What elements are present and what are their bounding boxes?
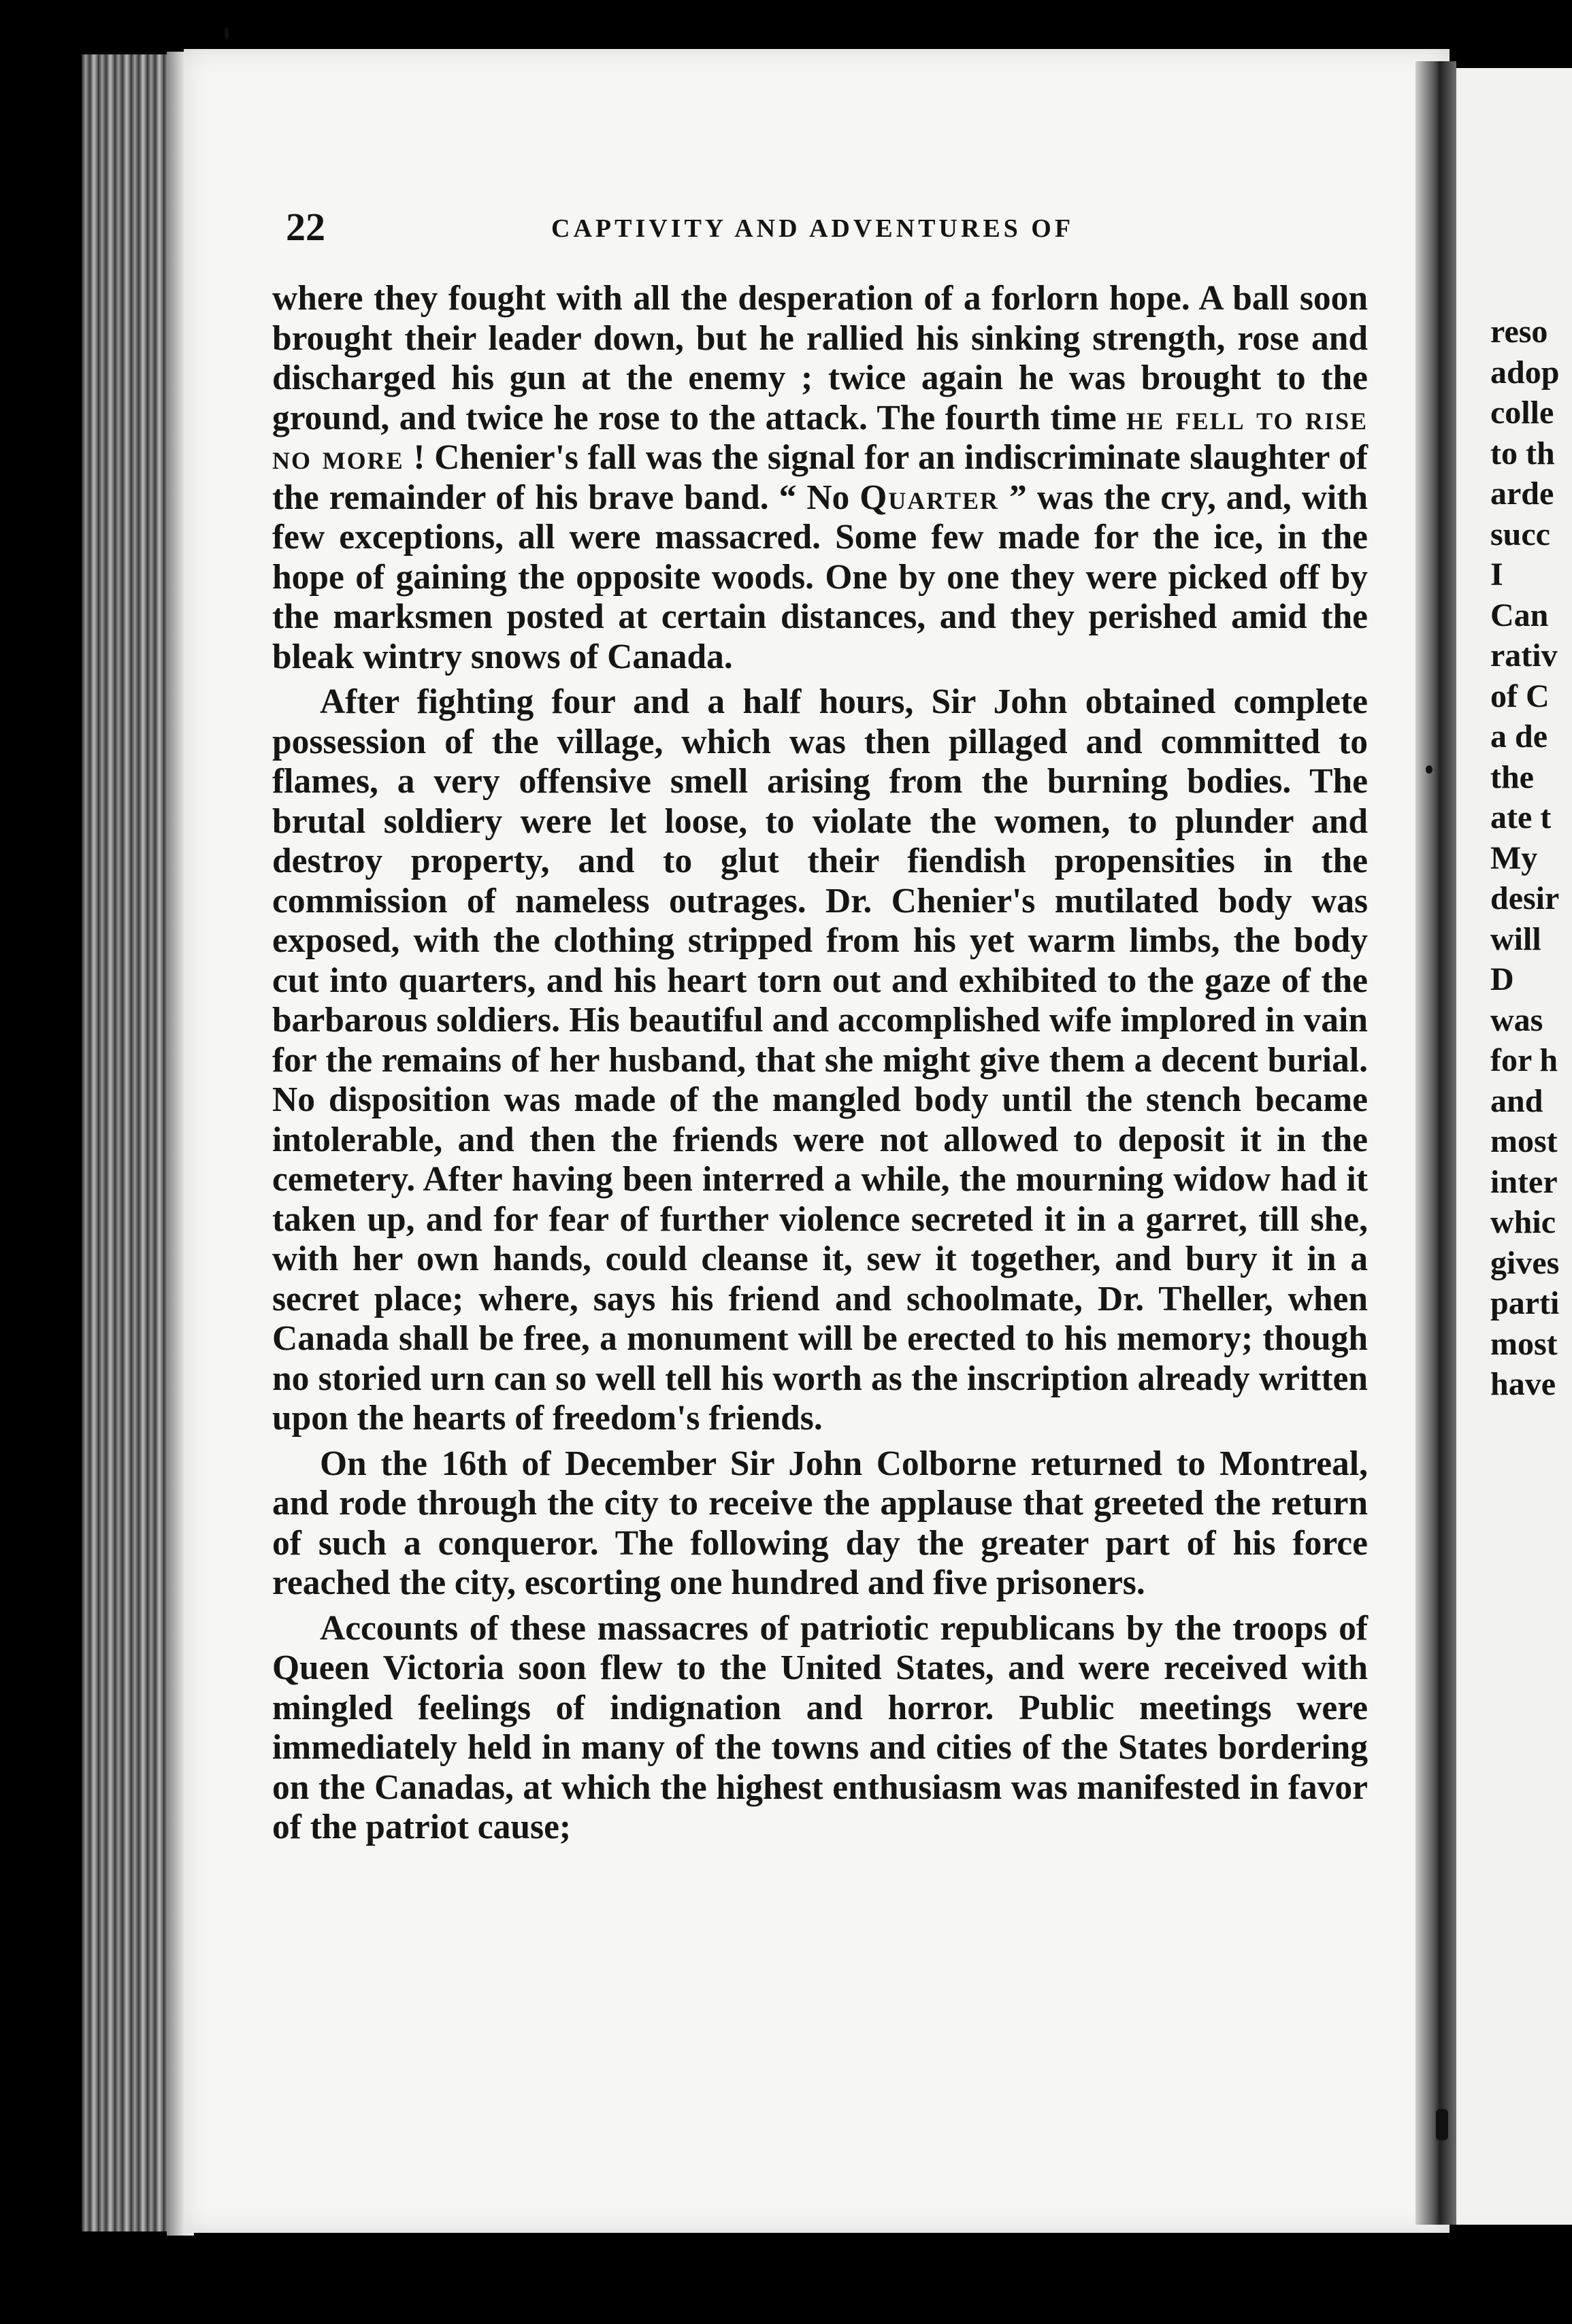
next-page-line: inter <box>1490 1163 1558 1200</box>
next-page-line: most <box>1490 1123 1558 1159</box>
paragraph-3: On the 16th of December Sir John Colborne returned to Montreal, and rode through the city to receive the applause that greeted the return of such a conqueror. The following day the greater part of his force reached the city, escorting one hundred and five prisoners. <box>272 1444 1368 1602</box>
paragraph-1-small-caps-2: Quarter <box>859 478 1000 517</box>
running-head: CAPTIVITY AND ADVENTURES OF <box>551 214 1075 243</box>
next-page-line: whic <box>1490 1204 1556 1240</box>
next-page-line: for h <box>1490 1042 1558 1078</box>
next-page-line: D <box>1490 961 1514 997</box>
paragraph-1-text-b: ! Chenier's fall was the signal for an indiscriminate slaughter of the remainder of his brave band. “ No <box>272 438 1368 517</box>
page-number: 22 <box>286 205 325 249</box>
next-page-line: and <box>1490 1082 1543 1119</box>
next-page-line: rativ <box>1490 637 1558 674</box>
next-page-line: of C <box>1490 678 1550 714</box>
next-page-line: desir <box>1490 880 1560 916</box>
paragraph-1-small-caps: he fell to rise no more <box>272 398 1368 477</box>
next-page-line: a de <box>1490 718 1548 754</box>
next-page-line: My <box>1490 840 1538 876</box>
next-page-line: colle <box>1490 395 1554 431</box>
next-page-line: succ <box>1490 516 1550 552</box>
next-page-line: have <box>1490 1366 1556 1402</box>
next-page-line: adop <box>1490 354 1560 391</box>
next-page-line: ate t <box>1490 799 1552 835</box>
next-page-line: to th <box>1490 435 1555 471</box>
next-page-line: arde <box>1490 476 1554 512</box>
book-gutter <box>1415 61 1456 2225</box>
next-page-text-fragments <box>1490 312 1572 1405</box>
next-page-line: I <box>1490 557 1503 593</box>
page-header <box>286 204 1375 252</box>
scan-speck <box>1426 765 1432 774</box>
next-page-line: the <box>1490 759 1534 795</box>
next-page-line: reso <box>1490 314 1548 350</box>
next-page-line: was <box>1490 1001 1543 1038</box>
body-text <box>272 279 1368 1853</box>
paragraph-1-text-c: ” was the cry, and, with few exceptions, all were massacred. Some few made for the ice, in the hope of gaining the opposite woods. One by one they were picked off by the marksmen posted at certain distances, and they perished amid the bleak wintry snows of Canada. <box>272 478 1368 676</box>
next-page-line: most <box>1490 1325 1558 1362</box>
next-page-line: parti <box>1490 1285 1560 1321</box>
next-page-line: will <box>1490 920 1541 957</box>
next-page-line: Can <box>1490 597 1549 633</box>
scan-speck <box>225 27 229 39</box>
paragraph-2: After fighting four and a half hours, Sir John obtained complete possession of the village, which was then pillaged and committed to flames, a very offensive smell arising from the burning bodies. The brutal soldiery were let loose, to violate the women, to plunder and destroy property, and to glut their fiendish propensities in the commission of nameless outrages. Dr. Chenier's mutilated body was exposed, with the clothing stripped from his yet warm limbs, the body cut into quarters, and his heart torn out and exhibited to the gaze of the barbarous soldiers. His beautiful and accomplished wife implored in vain for the remains of her husband, that she might give them a decent burial. No disposition was made of the mangled body until the stench became intolerable, and then the friends were not allowed to deposit it in the cemetery. After having been interred a while, the mourning widow had it taken up, and for fear of further violence secreted it in a garret, till she, with her own hands, could cleanse it, sew it together, and bury it in a secret place; where, says his friend and schoolmate, Dr. Theller, when Canada shall be free, a monument will be erected to his memory; though no storied urn can so well tell his worth as the inscription already written upon the hearts of freedom's friends. <box>272 682 1368 1438</box>
paragraph-1-text-a: where they fought with all the desperation of a forlorn hope. A ball soon brought their leader down, but he rallied his sinking strength, rose and discharged his gun at the enemy ; twice again he was brought to the ground, and twice he rose to the attack. The fourth time <box>272 279 1368 437</box>
scan-speck <box>1436 2109 1448 2140</box>
next-page-line: gives <box>1490 1244 1560 1281</box>
paragraph-4: Accounts of these massacres of patriotic republicans by the troops of Queen Victoria soon flew to the United States, and were received with mingled feelings of indignation and horror. Public meetings were immediately held in many of the towns and cities of the States bordering on the Canadas, at which the highest enthusiasm was manifested in favor of the patriot cause; <box>272 1608 1368 1846</box>
paragraph-1 <box>272 279 1368 677</box>
